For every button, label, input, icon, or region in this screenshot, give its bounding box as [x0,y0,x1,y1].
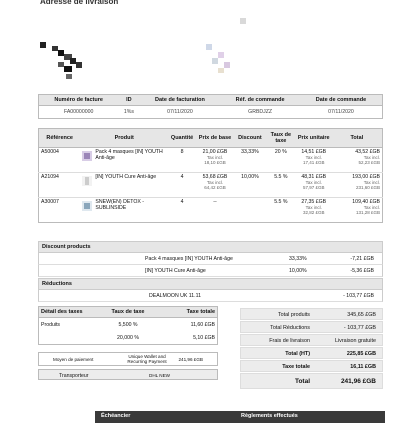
unit-price-sub: 17,41 £GB [302,160,325,165]
tax-rate: 20 % [266,148,296,173]
col-order-ref: Réf. de commande [220,95,300,106]
tax-total: 5,10 £GB [193,334,215,341]
order-date: 07/11/2020 [328,109,354,115]
row-total-sub: 52,23 £GB [358,160,380,165]
discount-row [38,265,383,277]
row-total-sub: Tax incl. [363,180,380,185]
table-row [39,318,218,332]
col-order-date: Date de commande [300,95,383,106]
reduction-row [38,290,383,302]
product-qty: 8 [168,148,196,173]
table-row [39,106,383,119]
row-total: 109,40 £GB [352,199,380,205]
invoice-date: 07/11/2020 [167,109,193,115]
col-invoice-number: Numéro de facture [39,95,119,106]
unit-price-sub: 32,82 £GB [302,210,325,215]
payment-method-box [38,352,218,366]
payment-amount: 241,96 £GB [178,357,203,362]
base-price-sub: 18,10 £GB [204,160,226,165]
schedule-label: Échéancier [101,413,131,419]
base-price: 21,00 £GB [202,149,228,155]
order-ref: GRBDJZZ [248,109,273,115]
col-total: Total [332,129,383,148]
carrier-name: DHL NEW [149,373,171,378]
product-thumbnail-icon [82,151,92,161]
discount-row [38,253,383,265]
col-id: ID [118,95,139,106]
discount-percent: 10,00% [289,268,307,274]
total-label: Total produits [277,312,310,318]
product-name: [IN] YOUTH Cure Anti-âge [95,174,157,180]
table-row [39,331,218,345]
row-total-sub: 231,60 £GB [355,185,380,190]
tax-total: 11,60 £GB [190,321,215,328]
base-price-sub: 64,42 £GB [204,185,226,190]
col-quantity: Quantité [168,129,196,148]
payments-made-label: Règlements effectués [241,413,298,419]
table-row [39,198,383,223]
col-tax-total: Taxe totale [158,307,218,318]
unit-price: 48,31 £GB [301,174,327,180]
discount-products-header: Discount products [38,241,383,253]
row-total: 193,00 £GB [352,174,380,180]
unit-price-sub: 57,97 £GB [302,185,325,190]
product-ref: A21094 [39,173,81,198]
tax-label: Produits [41,321,61,328]
invoice-number: FA00000000 [63,109,94,115]
total-value: Livraison gratuite [334,338,376,344]
row-total-sub: Tax incl. [363,205,380,210]
discount-amount: -5,36 £GB [350,268,374,274]
row-total-sub: 131,28 £GB [355,210,380,215]
product-thumbnail-icon [82,176,92,186]
grand-total-row [240,373,383,389]
discount-percent: 33,33% [289,256,307,262]
unit-price-sub: Tax incl. [305,155,322,160]
total-value: 16,11 £GB [350,364,376,370]
unit-price-sub: Tax incl. [305,180,322,185]
discount-product-name: Pack 4 masques [IN] YOUTH Anti-âge [145,256,233,262]
unit-price: 14,51 £GB [301,149,327,155]
total-value: 345,65 £GB [347,312,376,318]
tax-rate: 5,500 % [118,321,138,328]
unit-price: 27,35 £GB [301,199,327,205]
reduction-amount: - 103,77 £GB [343,293,374,299]
total-reductions-row [240,321,383,333]
col-discount: Discount [234,129,266,148]
unit-price-sub: Tax incl. [305,205,322,210]
total-label: Total [294,378,310,385]
col-tax-detail: Détail des taxes [39,307,99,318]
product-thumbnail-icon [82,201,92,211]
tax-label [39,331,99,345]
products-table [38,128,383,223]
product-qty: 4 [168,173,196,198]
payment-method-name: Unique Wallet and Recurring Payment [127,354,167,364]
total-value: 241,96 £GB [340,378,376,385]
row-total-sub: Tax incl. [363,155,380,160]
total-products-row [240,308,383,320]
base-price: 53,68 £GB [202,174,228,180]
tax-details-table [38,306,218,345]
product-ref: A50004 [39,148,81,173]
total-label: Frais de livraison [269,338,310,344]
col-reference: Référence [39,129,81,148]
product-name: SNEW(EN) DETOX - SUBLINSIDE [95,199,145,211]
invoice-id: 1%s [123,109,134,115]
col-tax-rate: Taux de taxe [266,129,296,148]
row-total: 43,52 £GB [355,149,380,155]
base-price: -- [213,199,217,205]
total-label: Taxe totale [282,364,310,370]
payment-method-label: Moyen de paiement [53,357,94,362]
schedule-footer-bar [95,411,385,423]
product-name: Pack 4 masques [IN] YOUTH Anti-âge [95,149,163,161]
reductions-header: Réductions [38,278,383,290]
total-label: Total Réductions [270,325,310,331]
col-tax-rate: Taux de taxe [98,307,158,318]
total-value: - 103,77 £GB [343,325,376,331]
discount-amount: -7,21 £GB [350,256,374,262]
total-value: 225,85 £GB [346,351,376,357]
shipping-row [240,334,383,346]
col-invoice-date: Date de facturation [139,95,220,106]
reduction-name: DEALMOON UK 11.11 [149,293,201,299]
tax-rate: 5.5 % [266,173,296,198]
discount [234,198,266,223]
carrier-label: Transporteur [59,373,89,379]
total-ht-row [240,347,383,359]
col-base-price: Prix de base [196,129,234,148]
base-price-sub: Tax incl. [206,155,224,160]
tax-rate: 20,000 % [117,334,139,341]
table-row [39,173,383,198]
product-ref: A30007 [39,198,81,223]
discount: 10,00% [234,173,266,198]
discount: 33,33% [234,148,266,173]
product-qty: 4 [168,198,196,223]
col-product: Produit [80,129,168,148]
invoice-info-table [38,94,383,119]
table-row [39,148,383,173]
total-label: Total (HT) [285,351,310,357]
base-price-sub: Tax incl. [206,180,224,185]
tax-rate: 5.5 % [266,198,296,223]
page-heading: Adresse de livraison [40,0,119,6]
col-unit-price: Prix unitaire [296,129,332,148]
discount-product-name: [IN] YOUTH Cure Anti-âge [145,268,206,274]
carrier-box [38,369,218,380]
total-tax-row [240,360,383,372]
